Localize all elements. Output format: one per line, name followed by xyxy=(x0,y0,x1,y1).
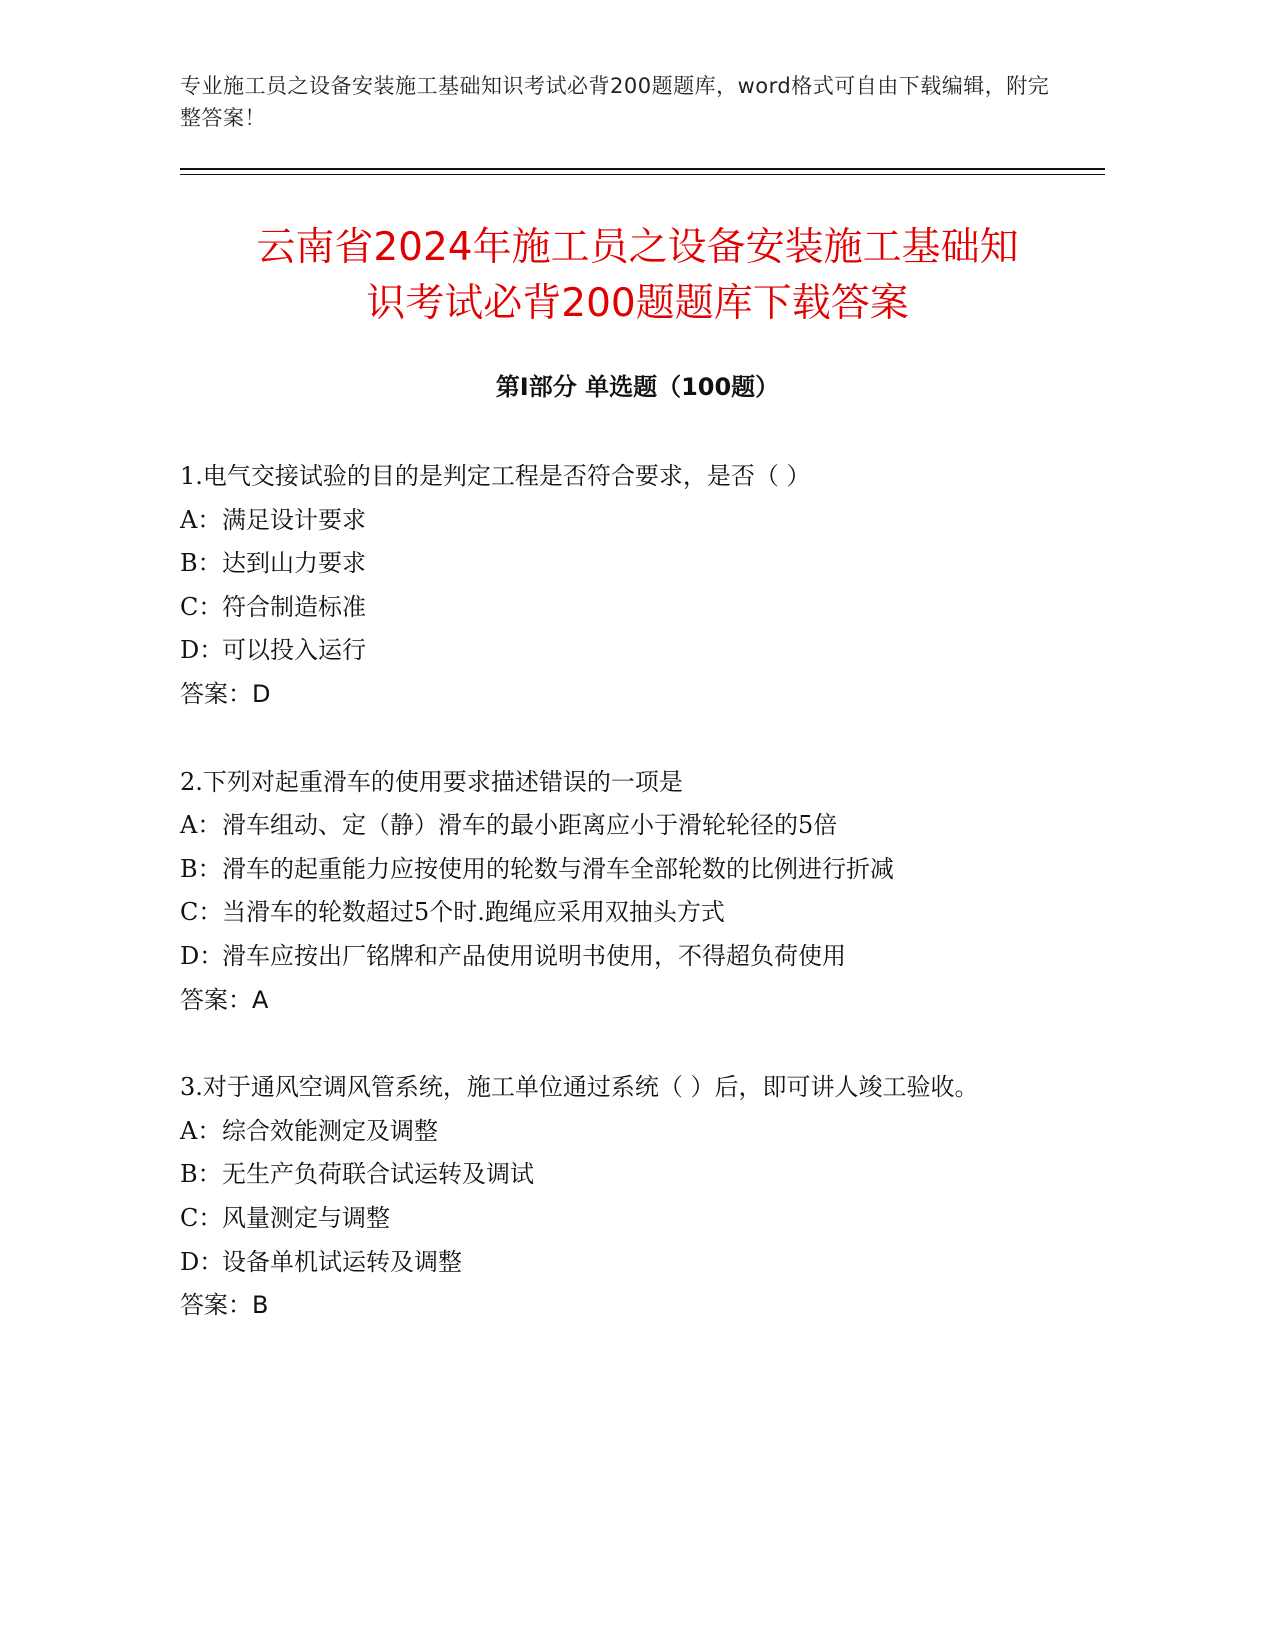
header-rule-thick xyxy=(180,168,1105,170)
option-key: A： xyxy=(180,505,222,534)
option-d xyxy=(180,1241,1060,1285)
option-c xyxy=(180,586,1060,630)
option-key: A： xyxy=(180,1116,222,1145)
option-text: 无生产负荷联合试运转及调试 xyxy=(222,1160,534,1189)
question-3 xyxy=(180,1066,1060,1328)
option-key: C： xyxy=(180,898,223,927)
document-title-line-1: 云南省2024年施工员之设备安装施工基础知 xyxy=(256,225,1019,270)
option-d xyxy=(180,629,1060,673)
option-a xyxy=(180,499,1060,543)
option-text: 设备单机试运转及调整 xyxy=(222,1247,462,1276)
option-key: A： xyxy=(180,811,222,840)
option-a xyxy=(180,804,1060,848)
document-title-line-2: 识考试必背200题题库下载答案 xyxy=(366,281,909,326)
option-text: 滑车应按出厂铭牌和产品使用说明书使用，不得超负荷使用 xyxy=(222,941,846,970)
option-a xyxy=(180,1110,1060,1154)
option-text: 综合效能测定及调整 xyxy=(222,1116,438,1145)
option-key: D： xyxy=(180,636,224,665)
option-c xyxy=(180,1197,1060,1241)
answer-line: 答案：D xyxy=(180,679,271,708)
option-text: 达到山力要求 xyxy=(222,549,366,578)
header-note: 专业施工员之设备安装施工基础知识考试必背200题题库，word格式可自由下载编辑，附完整答案！ xyxy=(180,74,1050,130)
header-rule-thin xyxy=(180,174,1105,175)
option-text: 满足设计要求 xyxy=(222,505,366,534)
question-1 xyxy=(180,455,1060,717)
section-title: 第I部分 单选题（100题） xyxy=(495,373,780,401)
option-text: 滑车的起重能力应按使用的轮数与滑车全部轮数的比例进行折减 xyxy=(222,854,894,883)
option-key: C： xyxy=(180,592,223,621)
option-b xyxy=(180,1153,1060,1197)
option-b xyxy=(180,542,1060,586)
document-title xyxy=(150,220,1125,332)
option-text: 可以投入运行 xyxy=(222,636,366,665)
question-2 xyxy=(180,761,1060,1023)
option-d xyxy=(180,935,1060,979)
question-stem: 3.对于通风空调风管系统，施工单位通过系统（ ）后，即可讲人竣工验收。 xyxy=(180,1073,979,1102)
answer-line: 答案：A xyxy=(180,985,269,1014)
option-text: 风量测定与调整 xyxy=(222,1203,390,1232)
question-list xyxy=(180,455,1060,1372)
question-stem: 2.下列对起重滑车的使用要求描述错误的一项是 xyxy=(180,767,683,796)
option-text: 当滑车的轮数超过5个时.跑绳应采用双抽头方式 xyxy=(222,898,725,927)
option-key: B： xyxy=(180,854,222,883)
option-b xyxy=(180,848,1060,892)
option-key: D： xyxy=(180,941,224,970)
answer-line: 答案：B xyxy=(180,1291,269,1320)
question-stem: 1.电气交接试验的目的是判定工程是否符合要求，是否（ ） xyxy=(180,462,811,490)
option-key: B： xyxy=(180,549,222,578)
option-text: 滑车组动、定（静）滑车的最小距离应小于滑轮轮径的5倍 xyxy=(222,811,838,840)
option-key: D： xyxy=(180,1247,224,1276)
option-text: 符合制造标准 xyxy=(222,592,366,621)
option-key: C： xyxy=(180,1203,223,1232)
option-c xyxy=(180,891,1060,935)
option-key: B： xyxy=(180,1160,222,1189)
